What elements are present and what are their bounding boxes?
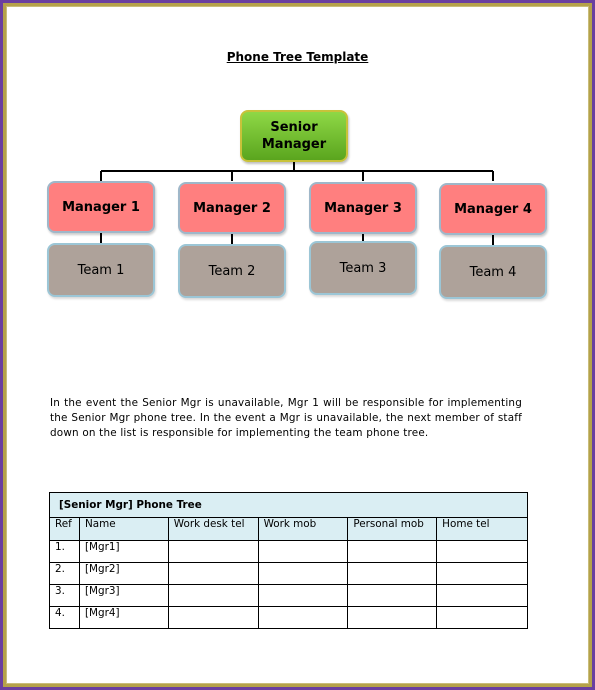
cell-ref: 2. [50, 563, 80, 585]
table-row [50, 541, 528, 563]
cell-ref: 4. [50, 607, 80, 629]
cell-work-mob[interactable] [258, 607, 348, 629]
responsibility-paragraph: In the event the Senior Mgr is unavailable, Mgr 1 will be responsible for implementing the Senior Mgr phone tree. In the event a Mgr is unavailable, the next member of staff down on the list is responsible for implementing the team phone tree. [50, 397, 522, 439]
manager-box-3 [309, 182, 417, 234]
team-box-4 [439, 245, 547, 299]
team-label: Team 1 [77, 262, 125, 278]
manager-box-1 [47, 181, 155, 233]
team-label: Team 4 [469, 264, 517, 280]
cell-work-mob[interactable] [258, 585, 348, 607]
column-header-home-tel: Home tel [437, 518, 528, 541]
column-header-name: Name [79, 518, 168, 541]
cell-work-desk-tel[interactable] [168, 541, 258, 563]
manager-label: Manager 1 [62, 199, 140, 215]
column-header-work-mob: Work mob [258, 518, 348, 541]
manager-label: Manager 2 [193, 200, 271, 216]
team-box-2 [178, 244, 286, 298]
manager-box-2 [178, 182, 286, 234]
team-label: Team 3 [339, 260, 387, 276]
cell-personal-mob[interactable] [348, 607, 437, 629]
phone-tree-table [49, 492, 528, 629]
cell-personal-mob[interactable] [348, 585, 437, 607]
cell-personal-mob[interactable] [348, 563, 437, 585]
senior-manager-box [240, 110, 348, 162]
cell-work-mob[interactable] [258, 563, 348, 585]
team-label: Team 2 [208, 263, 256, 279]
cell-home-tel[interactable] [437, 563, 528, 585]
cell-personal-mob[interactable] [348, 541, 437, 563]
cell-name: [Mgr1] [79, 541, 168, 563]
cell-home-tel[interactable] [437, 607, 528, 629]
manager-box-4 [439, 183, 547, 235]
manager-label: Manager 3 [324, 200, 402, 216]
column-header-ref: Ref [50, 518, 80, 541]
cell-work-desk-tel[interactable] [168, 607, 258, 629]
table-title: [Senior Mgr] Phone Tree [50, 493, 528, 518]
cell-name: [Mgr4] [79, 607, 168, 629]
document-page [6, 6, 589, 684]
cell-home-tel[interactable] [437, 541, 528, 563]
cell-name: [Mgr3] [79, 585, 168, 607]
table-row [50, 607, 528, 629]
team-box-3 [309, 241, 417, 295]
table-title-row [50, 493, 528, 518]
column-header-work-desk-tel: Work desk tel [168, 518, 258, 541]
cell-ref: 1. [50, 541, 80, 563]
cell-work-desk-tel[interactable] [168, 585, 258, 607]
cell-home-tel[interactable] [437, 585, 528, 607]
cell-work-desk-tel[interactable] [168, 563, 258, 585]
cell-name: [Mgr2] [79, 563, 168, 585]
manager-label: Manager 4 [454, 201, 532, 217]
document-title: Phone Tree Template [226, 50, 369, 64]
column-header-personal-mob: Personal mob [348, 518, 437, 541]
cell-work-mob[interactable] [258, 541, 348, 563]
team-box-1 [47, 243, 155, 297]
senior-manager-label: Senior Manager [261, 120, 327, 152]
table-row [50, 585, 528, 607]
cell-ref: 3. [50, 585, 80, 607]
table-header-row [50, 518, 528, 541]
table-row [50, 563, 528, 585]
